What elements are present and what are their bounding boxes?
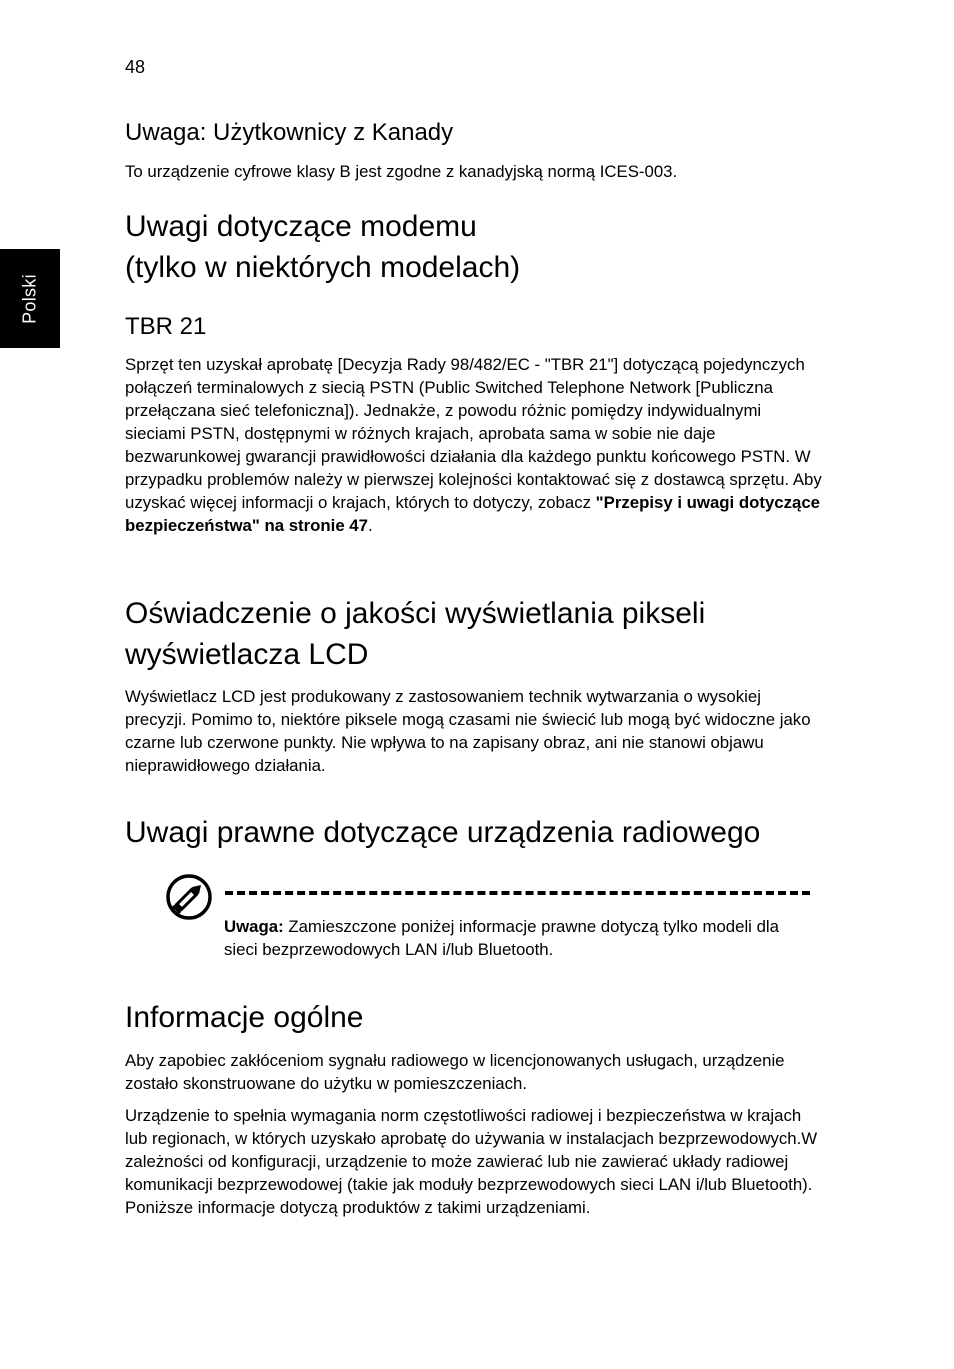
language-tab-label: Polski (19, 273, 40, 324)
text-modem (125, 353, 825, 537)
heading-modem-line1: Uwagi dotyczące modemu (125, 210, 477, 243)
text-general-1: Aby zapobiec zakłóceniom sygnału radiowego w licencjonowanych usługach, urządzenie zostało skonstruowane do użytku w pomieszczeniach. (125, 1051, 785, 1093)
cross-reference-link[interactable]: "Przepisy i uwagi dotyczące bezpieczeństwa" na stronie 47 (125, 493, 820, 535)
note-label: Uwaga: (224, 917, 284, 936)
heading-modem-line2: (tylko w niektórych modelach) (125, 251, 521, 284)
heading-general: Informacje ogólne (125, 1001, 364, 1034)
subheading-tbr21: TBR 21 (125, 313, 207, 340)
page-number: 48 (125, 57, 146, 77)
text-lcd: Wyświetlacz LCD jest produkowany z zastosowaniem technik wytwarzania o wysokiej precyzji. Pomimo to, niektóre piksele mogą czasami nie świecić lub mogą być widoczne jako czarne lub czerwone punkty. Nie wpływa to na zapisany obraz, ani nie stanowi objawu nieprawidłowego działania. (125, 687, 811, 775)
note-text (224, 915, 814, 961)
note-body: Zamieszczone poniżej informacje prawne dotyczą tylko modeli dla sieci bezprzewodowych LAN i/lub Bluetooth. (224, 917, 779, 959)
text-modem-main: Sprzęt ten uzyskał aprobatę [Decyzja Rady 98/482/EC - "TBR 21"] dotyczącą pojedynczych połączeń terminalowych z siecią PSTN (Public Switched Telephone Network [Publiczna przełączana sieć telefoniczna]). Jednakże, z powodu różnic pomiędzy indywidualnymi sieciami PSTN, dostępnymi w różnych krajach, aprobata sama w sobie nie daje bezwarunkowej gwarancji prawidłowości działania dla każdego punktu końcowego PSTN. W przypadku problemów należy w pierwszej kolejności kontaktować się z dostawcą sprzętu. Aby uzyskać więcej informacji o krajach, których to dotyczy, zobacz (125, 355, 822, 512)
heading-canada: Uwaga: Użytkownicy z Kanady (125, 119, 454, 146)
text-canada: To urządzenie cyfrowe klasy B jest zgodne z kanadyjską normą ICES-003. (125, 162, 678, 181)
note-pencil-icon (165, 873, 213, 921)
heading-modem (125, 206, 520, 288)
note-divider (225, 891, 810, 895)
heading-radio: Uwagi prawne dotyczące urządzenia radiowego (125, 816, 761, 849)
language-tab (0, 249, 60, 348)
heading-lcd: Oświadczenie o jakości wyświetlania pikseli wyświetlacza LCD (125, 597, 706, 671)
text-modem-end: . (367, 516, 373, 535)
text-general-2: Urządzenie to spełnia wymagania norm częstotliwości radiowej i bezpieczeństwa w krajach lub regionach, w których uzyskało aprobatę do używania w instalacjach bezprzewodowych.W zależności od konfiguracji, urządzenie to może zawierać lub nie zawierać układy radiowej komunikacji bezprzewodowej (takie jak moduły bezprzewodowych sieci LAN i/lub Bluetooth). Poniższe informacje dotyczą produktów z takimi urządzeniami. (125, 1106, 818, 1217)
